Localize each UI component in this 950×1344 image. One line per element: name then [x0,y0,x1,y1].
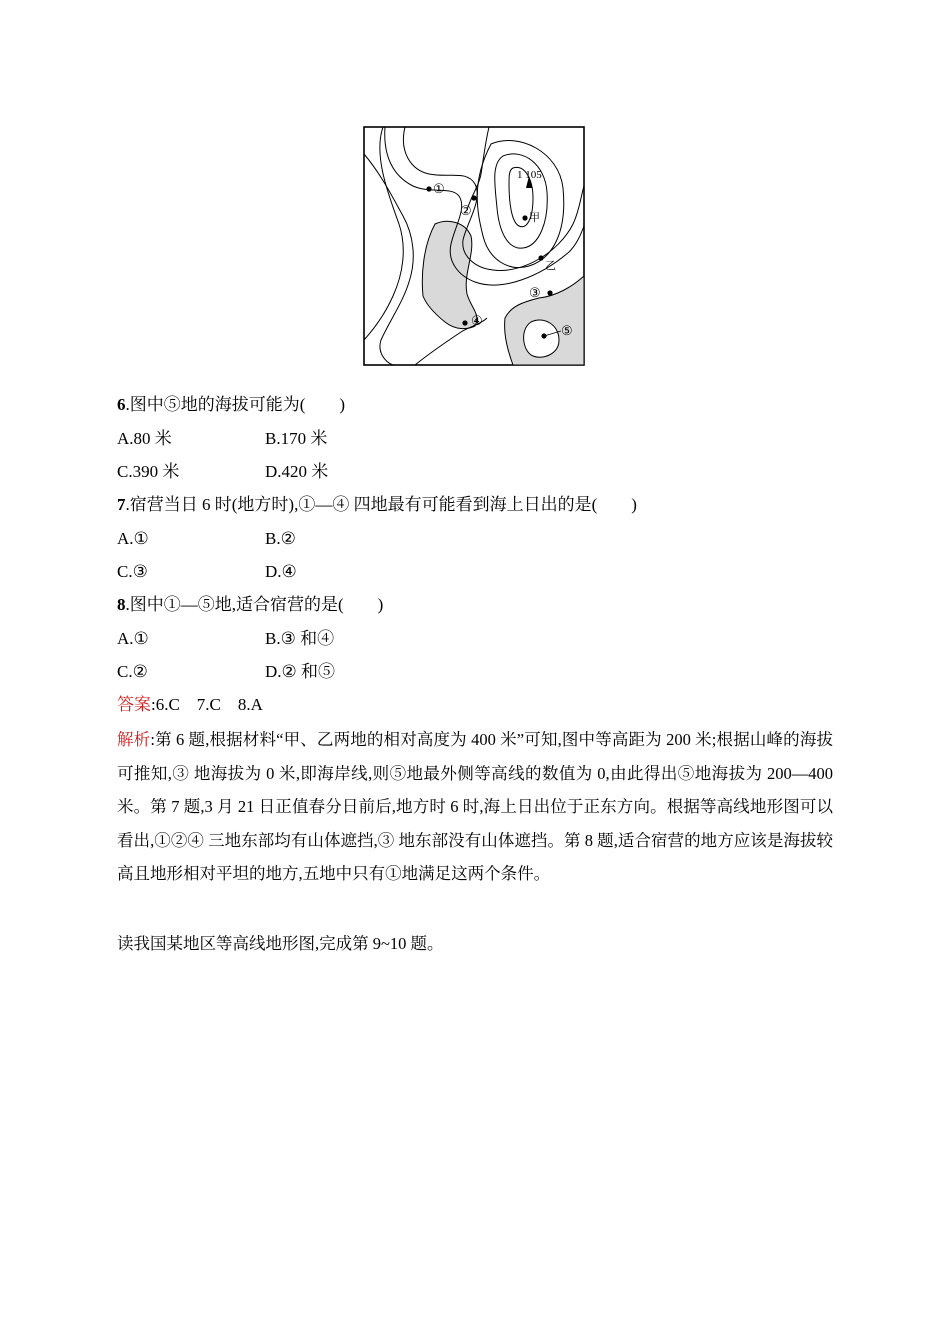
answer-text: :6.C 7.C 8.A [151,695,263,714]
analysis-paragraph [117,723,833,891]
point-yi-label: 乙 [545,260,556,272]
island-contour [524,320,559,357]
q7-option-d[interactable]: D.④ [265,562,297,581]
next-questions-intro: 读我国某地区等高线地形图,完成第 9~10 题。 [117,934,444,953]
q6-option-b[interactable]: B.170 米 [265,429,328,448]
question-7-stem [117,494,637,516]
contour-map [363,126,585,366]
point-4-marker [462,320,467,325]
q7-option-b[interactable]: B.② [265,529,296,548]
point-3-label: ③ [529,285,541,300]
q8-option-c[interactable]: C.② [117,662,148,681]
point-5-label: ⑤ [561,323,573,338]
question-6-text: .图中⑤地的海拔可能为( ) [125,395,346,414]
point-3-marker [547,290,552,295]
q6-option-a[interactable]: A.80 米 [117,429,172,448]
analysis-label: 解析 [117,730,151,749]
question-8-number: 8 [117,595,126,614]
point-2-marker [471,195,476,200]
point-yi-marker [538,255,543,260]
q8-option-d[interactable]: D.② 和⑤ [265,662,336,681]
q8-option-a[interactable]: A.① [117,629,149,648]
point-1-label: ① [433,181,445,196]
point-jia-marker [522,215,527,220]
q7-option-c[interactable]: C.③ [117,562,148,581]
point-jia-label: 甲 [529,212,540,224]
answer-line [117,694,263,716]
analysis-text: :第 6 题,根据材料“甲、乙两地的相对高度为 400 米”可知,图中等高距为 200 米;根据山峰的海拔可推知,③ 地海拔为 0 米,即海岸线,则⑤地最外侧等高线的数值为 0,由此得出⑤地海拔为 200—400 米。第 7 题,3 月 21 日正值春分日前后,地方时 6 时,海上日出位于正东方向。根据等高线地形图可以看出,①②④ 三地东部均有山体遮挡,③ 地东部没有山体遮挡。第 8 题,适合宿营的地方应该是海拔较高且地形相对平坦的地方,五地中只有①地满足这两个条件。 [117,730,833,883]
point-2-label: ② [460,203,472,218]
question-6-number: 6 [117,395,126,414]
question-6-stem [117,394,345,416]
q6-option-d[interactable]: D.420 米 [265,462,329,481]
question-7-text: .宿营当日 6 时(地方时),①—④ 四地最有可能看到海上日出的是( ) [125,495,637,514]
answer-label: 答案 [117,695,151,714]
question-8-stem [117,594,383,616]
point-1-marker [426,186,431,191]
q8-option-b[interactable]: B.③ 和④ [265,629,335,648]
q7-option-a[interactable]: A.① [117,529,149,548]
point-4-label: ④ [471,313,483,328]
question-7-number: 7 [117,495,126,514]
question-8-text: .图中①—⑤地,适合宿营的是( ) [125,595,384,614]
peak-elevation-label: 1 105 [517,169,542,181]
q6-option-c[interactable]: C.390 米 [117,462,180,481]
